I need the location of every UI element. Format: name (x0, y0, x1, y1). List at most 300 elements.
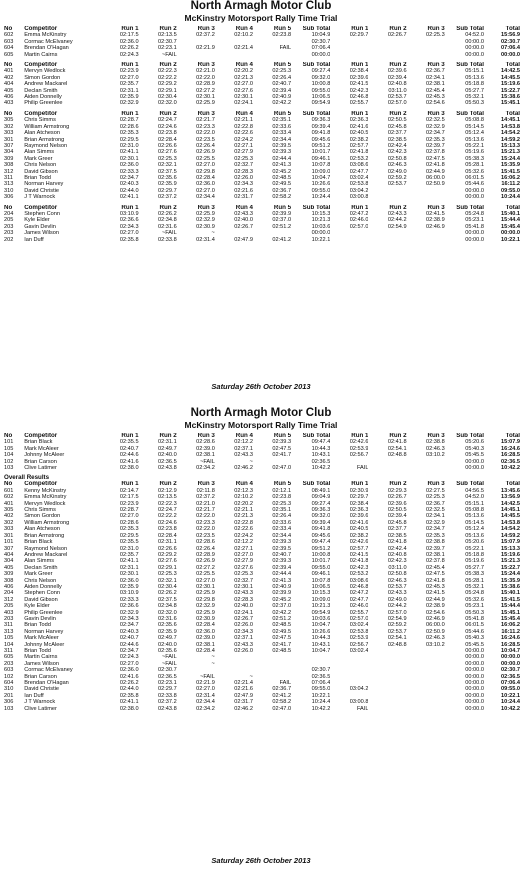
run-time: 02:59.2 (387, 174, 407, 181)
competitor-name: Brian Black (24, 439, 53, 446)
column-header: Run 2 (159, 433, 177, 439)
run-time: 02:53.9 (349, 635, 369, 642)
run-time: 09:47.4 (311, 539, 331, 546)
car-number: 302 (4, 123, 14, 130)
run-time: 02:34.7 (119, 622, 139, 629)
run-time: 02:39.0 (196, 635, 215, 642)
run-time: 02:37.5 (158, 168, 177, 175)
total-time: 14:42.5 (501, 500, 520, 507)
run-time: 02:55.7 (349, 609, 369, 616)
run-time: 02:34.8 (158, 217, 177, 224)
run-time: 02:13.5 (158, 494, 177, 501)
run-time: 09:54.9 (311, 100, 331, 107)
run-time: 02:36.0 (119, 577, 139, 584)
run-time: 02:22.0 (196, 130, 215, 137)
total-time: 16:11.2 (501, 628, 520, 635)
column-header: Run 3 (427, 433, 445, 439)
run-time: 02:30.1 (234, 583, 253, 590)
car-number: 102 (4, 673, 14, 680)
run-time: 02:39.6 (349, 513, 369, 520)
run-time: 10:24.4 (311, 699, 331, 706)
total-time: 02:30.7 (501, 38, 520, 45)
run-time: 02:42.6 (349, 439, 369, 446)
run-time: 05:08.8 (465, 507, 484, 514)
run-time: 02:35.1 (272, 507, 292, 514)
run-time: 10:43.1 (311, 641, 331, 648)
run-time: 02:54.1 (387, 635, 407, 642)
column-header: Run 1 (121, 26, 139, 32)
run-time: 02:32.1 (158, 577, 177, 584)
run-time: 02:21.4 (234, 45, 253, 52)
run-time: 02:21.6 (234, 187, 253, 194)
class-results-table (4, 26, 520, 58)
run-time: 10:07.8 (311, 577, 331, 584)
run-time (330, 52, 368, 58)
column-header: Competitor (24, 26, 58, 32)
run-time: 02:21.1 (234, 507, 253, 514)
class-results-table (4, 111, 520, 201)
run-time: 02:41.1 (119, 149, 139, 156)
run-time: 02:28.7 (119, 117, 139, 124)
column-header: Total (505, 204, 520, 211)
run-time: 02:39.3 (272, 539, 292, 546)
car-number: 205 (4, 603, 14, 610)
run-time: 02:46.0 (349, 603, 369, 610)
run-time: 02:38.5 (387, 532, 407, 539)
run-time: 02:24.3 (119, 51, 139, 58)
run-time: 02:10.2 (234, 32, 253, 39)
car-number: 309 (4, 155, 14, 162)
run-time: 02:42.3 (387, 558, 407, 565)
total-time: 14:45.5 (501, 513, 520, 520)
run-time: 02:48.8 (387, 452, 407, 459)
run-time: 02:12.2 (234, 439, 253, 446)
run-time: 02:39.9 (272, 590, 292, 597)
run-time: 02:39.4 (272, 87, 292, 94)
run-time: 02:39.3 (272, 149, 292, 156)
run-time: 02:39.3 (272, 439, 292, 446)
total-time: 15:40.1 (501, 210, 520, 217)
run-time: 02:27.9 (234, 558, 253, 565)
run-time: 02:27.0 (196, 577, 215, 584)
column-header: Run 3 (427, 110, 445, 117)
run-time: 02:29.2 (158, 551, 177, 558)
car-number: 103 (4, 705, 14, 712)
column-header: Run 2 (389, 110, 407, 117)
column-header: Run 2 (389, 62, 407, 69)
run-time: 02:53.7 (387, 628, 407, 635)
run-time: 02:41.6 (119, 673, 139, 680)
run-time: 02:45.8 (387, 123, 407, 130)
run-time: 02:49.5 (272, 628, 292, 635)
column-header: Run 3 (197, 481, 215, 488)
run-time: 02:27.5 (426, 487, 445, 494)
run-time: 03:02.4 (349, 622, 369, 629)
run-time: 03:10.9 (119, 210, 139, 217)
run-time: 09:47.4 (311, 439, 331, 446)
competitor-name: Brian Armstrong (24, 136, 65, 143)
results-page-1 (0, 0, 522, 243)
run-time: 05:41.8 (465, 615, 484, 622)
run-time: 02:27.1 (234, 545, 253, 552)
run-time: 02:38.2 (349, 136, 369, 143)
run-time: 05:15.1 (465, 500, 484, 507)
run-time: 02:26.2 (158, 210, 177, 217)
table-row (4, 237, 520, 243)
run-time: 02:21.3 (234, 74, 253, 81)
competitor-name: Mark Greer (24, 571, 53, 578)
total-time: 15:07.9 (501, 439, 520, 446)
run-time: 02:12.2 (234, 539, 253, 546)
run-time: 00:00.0 (465, 699, 484, 706)
run-time: 02:39.6 (387, 68, 407, 75)
column-header: Total (505, 481, 520, 488)
run-time: 02:31.1 (119, 87, 139, 94)
run-time: 02:24.2 (234, 532, 253, 539)
run-time: 02:57.0 (349, 223, 369, 230)
total-time: 00:00.0 (501, 230, 520, 237)
competitor-name: David Gibson (24, 596, 58, 603)
run-time: 02:26.2 (158, 590, 177, 597)
run-time: 02:30.1 (119, 155, 139, 162)
run-time: 02:35.7 (119, 81, 139, 88)
run-time: 02:35.6 (158, 648, 177, 654)
competitor-name: Emma McKinstry (24, 494, 67, 501)
run-time: 02:25.3 (426, 32, 445, 39)
run-time: 02:47.7 (349, 168, 369, 175)
competitor-name: James Wilson (24, 660, 60, 667)
run-time: 02:48.5 (272, 622, 292, 629)
run-time: 02:22.8 (234, 123, 253, 130)
run-time: 02:38.2 (349, 532, 369, 539)
run-time: 02:32.9 (426, 123, 445, 130)
run-time: 02:57.7 (349, 545, 369, 552)
total-time: 13:56.9 (501, 494, 520, 501)
run-time: 10:42.2 (311, 705, 331, 712)
competitor-name: Stephen Conn (24, 590, 60, 597)
run-time: 02:46.8 (349, 583, 369, 590)
run-time: 02:34.8 (158, 603, 177, 610)
total-time: 14:42.5 (501, 68, 520, 75)
run-time: 10:04.9 (311, 32, 331, 39)
run-time: 09:46.1 (311, 155, 331, 162)
run-time: 02:30.1 (119, 571, 139, 578)
run-time: 09:04.9 (311, 494, 331, 501)
run-time: 04:52.0 (465, 32, 484, 39)
run-time: 05:22.1 (465, 142, 484, 149)
run-time: 02:41.6 (119, 458, 139, 465)
run-time: 02:38.9 (426, 603, 445, 610)
run-time: 00:00.0 (465, 236, 484, 243)
run-time: 02:37.7 (387, 130, 407, 137)
run-time: 05:20.6 (465, 539, 484, 546)
run-time: 02:33.3 (119, 168, 139, 175)
run-time: 10:22.1 (311, 236, 331, 243)
run-time: 05:18.8 (465, 81, 484, 88)
competitor-name: Chris Simms (24, 507, 56, 514)
column-header: Run 4 (235, 26, 253, 32)
competitor-name: Kyle Elder (24, 603, 50, 610)
run-time: 02:41.8 (426, 577, 445, 584)
competitor-name: Andrew Mackarel (24, 551, 68, 558)
total-time: 14:59.2 (501, 532, 520, 539)
run-time: 02:33.4 (272, 130, 292, 137)
run-time: 06:01.5 (465, 174, 484, 181)
run-time: 02:25.9 (196, 609, 215, 616)
competitor-name: Andrew Mackarel (24, 81, 68, 88)
run-time: 02:21.4 (234, 680, 253, 687)
run-time: 02:21.0 (196, 500, 215, 507)
run-time: 03:00.8 (349, 194, 369, 201)
run-time: 02:27.9 (234, 149, 253, 156)
run-time: 02:33.3 (119, 596, 139, 603)
run-time: 02:46.9 (426, 615, 445, 622)
column-header: Run 4 (235, 481, 253, 488)
competitor-name: Gavin Devlin (24, 223, 56, 230)
run-time: 02:22.0 (196, 513, 215, 520)
run-time: 02:26.9 (196, 149, 215, 156)
competitor-name: Simon Gordon (24, 74, 61, 81)
car-number: 605 (4, 51, 14, 58)
run-time: 09:55.0 (311, 686, 331, 693)
run-time: 02:41.3 (272, 577, 292, 584)
column-header: Sub Total (302, 481, 331, 488)
competitor-name: J T Warnock (24, 699, 56, 706)
run-time: 10:44.3 (311, 445, 331, 452)
total-time: 00:00.0 (501, 660, 520, 667)
run-time: 02:53.8 (349, 628, 369, 635)
run-time: 02:27.6 (234, 87, 253, 94)
car-number: 603 (4, 38, 14, 45)
run-time: 02:33.6 (272, 123, 292, 130)
total-time: 10:22.1 (501, 236, 520, 243)
run-time: 02:57.7 (349, 142, 369, 149)
table-row (4, 706, 520, 712)
run-time: 02:50.9 (426, 628, 445, 635)
run-time (407, 465, 445, 471)
column-header: Total (505, 433, 520, 439)
run-time: 05:12.4 (465, 526, 484, 533)
total-time: 15:13.3 (501, 142, 520, 149)
car-number: 405 (4, 564, 14, 571)
run-time: 02:21.7 (196, 507, 215, 514)
run-time: 05:15.1 (465, 68, 484, 75)
column-header: Competitor (24, 204, 58, 211)
run-time: 02:35.3 (426, 136, 445, 143)
run-time: 02:54.9 (387, 615, 407, 622)
total-time: 15:35.9 (501, 162, 520, 169)
run-time: 00:00.0 (465, 648, 484, 654)
total-time: 14:53.8 (501, 519, 520, 526)
run-time: 02:23.5 (196, 136, 215, 143)
run-time: 02:30.1 (196, 583, 215, 590)
column-header: Total (505, 110, 520, 117)
run-time: 05:32.1 (465, 94, 484, 101)
run-time: 02:36.6 (119, 603, 139, 610)
column-header: No (4, 110, 13, 117)
run-time: 10:00.8 (311, 551, 331, 558)
car-number: 308 (4, 162, 14, 169)
column-header: Run 2 (389, 204, 407, 211)
car-number: 309 (4, 571, 14, 578)
run-time: 02:31.1 (158, 539, 177, 546)
total-time: 10:42.2 (501, 705, 520, 712)
run-time: 10:00.8 (311, 81, 331, 88)
run-time: 02:22.2 (158, 513, 177, 520)
run-time: 00:00.0 (465, 45, 484, 52)
run-time: 02:40.7 (119, 445, 139, 452)
car-number: 201 (4, 692, 14, 699)
competitor-name: Raymond Nelson (24, 142, 68, 149)
run-time: 02:23.5 (196, 532, 215, 539)
run-time: 02:46.3 (387, 162, 407, 169)
column-header: Total (505, 26, 520, 32)
car-number: 203 (4, 230, 14, 237)
car-number: 304 (4, 149, 14, 156)
column-header: Sub Total (302, 110, 331, 117)
run-time: 02:27.0 (234, 81, 253, 88)
run-time: 02:35.9 (119, 583, 139, 590)
car-number: 307 (4, 142, 14, 149)
run-time: 02:30.7 (311, 667, 331, 674)
run-time: 02:49.0 (387, 168, 407, 175)
run-time: 02:37.5 (158, 596, 177, 603)
column-header: Run 4 (235, 433, 253, 439)
column-header: Run 2 (159, 204, 177, 211)
run-time: 02:27.0 (119, 74, 139, 81)
run-time: 04:52.0 (465, 494, 484, 501)
run-time: 02:41.7 (272, 452, 292, 459)
total-time: 15:13.3 (501, 545, 520, 552)
run-time: 05:23.1 (465, 603, 484, 610)
run-time: 05:27.7 (465, 564, 484, 571)
run-time: 02:26.7 (234, 615, 253, 622)
column-header: Sub Total (302, 26, 331, 32)
run-time: 02:45.3 (426, 94, 445, 101)
run-time: 02:32.7 (234, 162, 253, 169)
run-time: 02:32.5 (426, 117, 445, 124)
column-header: Run 2 (159, 26, 177, 32)
run-time: 02:27.6 (158, 558, 177, 565)
run-time: 02:29.8 (196, 168, 215, 175)
run-time: 02:41.1 (119, 194, 139, 201)
run-time: 02:28.6 (196, 439, 215, 446)
run-time: 02:45.2 (272, 168, 292, 175)
car-number: 312 (4, 596, 14, 603)
run-time: 02:44.6 (119, 641, 139, 648)
column-header: Run 4 (235, 110, 253, 117)
run-time: 02:37.0 (272, 603, 292, 610)
column-header: Run 3 (197, 433, 215, 439)
column-header: Run 5 (273, 62, 292, 69)
run-time: 05:13.6 (465, 74, 484, 81)
competitor-name: Cormac McElvaney (24, 38, 73, 45)
column-header: Competitor (24, 433, 58, 439)
total-time: 07:06.4 (501, 45, 520, 52)
run-time: 02:37.1 (234, 635, 253, 642)
car-number: 306 (4, 194, 14, 201)
run-time: 09:36.3 (311, 117, 331, 124)
event-date: Saturday 26th October 2013 (211, 382, 311, 391)
run-time: 02:48.8 (387, 641, 407, 648)
run-time: 02:26.0 (234, 648, 253, 654)
run-time: 02:21.3 (234, 513, 253, 520)
car-number: 602 (4, 32, 14, 39)
column-header: Run 1 (121, 62, 139, 69)
run-time: 02:40.5 (349, 130, 369, 137)
column-header: Run 1 (121, 204, 139, 211)
run-time: 03:02.4 (349, 648, 369, 654)
run-time: 02:53.2 (349, 571, 369, 578)
run-time: 02:57.0 (387, 100, 407, 107)
run-time: 02:35.9 (158, 628, 177, 635)
run-time: 10:26.6 (311, 628, 331, 635)
run-time: 02:29.2 (158, 81, 177, 88)
run-time: 02:30.4 (158, 583, 177, 590)
run-time: 02:55.7 (349, 100, 369, 107)
run-time: 05:45.5 (465, 641, 484, 648)
column-header: Run 2 (389, 481, 407, 488)
run-time: 02:33.8 (158, 692, 177, 699)
run-time: 09:39.4 (311, 519, 331, 526)
car-number: 303 (4, 130, 14, 137)
run-time: 02:30.4 (158, 94, 177, 101)
competitor-name: Martin Cairns (24, 51, 58, 58)
column-header: Run 1 (351, 433, 369, 439)
column-header: Run 1 (351, 62, 369, 69)
run-time: 02:26.7 (387, 494, 407, 501)
run-time: 02:27.1 (234, 142, 253, 149)
run-time: 10:03.6 (311, 615, 331, 622)
car-number: 405 (4, 87, 14, 94)
car-number: 105 (4, 635, 14, 642)
column-header: Sub Total (456, 433, 484, 439)
run-time: 05:19.6 (465, 558, 484, 565)
run-time: 02:30.1 (196, 94, 215, 101)
results-tables (0, 26, 522, 243)
total-time: 09:55.0 (501, 187, 520, 194)
run-time: 02:29.7 (349, 32, 369, 39)
run-time: 09:46.1 (311, 571, 331, 578)
competitor-name: Emma McKinstry (24, 32, 67, 39)
car-number: 104 (4, 452, 14, 459)
run-time: 02:36.5 (311, 458, 331, 465)
run-time: 02:39.7 (426, 545, 445, 552)
run-time: 05:44.6 (465, 628, 484, 635)
run-time (407, 194, 445, 200)
run-time: 02:31.0 (119, 142, 139, 149)
run-time: 02:26.2 (119, 680, 139, 687)
run-time: 00:00.0 (465, 465, 484, 472)
column-header: Run 1 (121, 481, 139, 488)
car-number: 602 (4, 494, 14, 501)
run-time: 10:04.7 (311, 174, 331, 181)
run-time (368, 194, 406, 200)
run-time: 02:48.5 (272, 174, 292, 181)
run-time: 02:54.6 (426, 100, 445, 107)
competitor-name: Mark McAleer (24, 635, 59, 642)
run-time: 02:42.6 (349, 539, 369, 546)
competitor-name: Declan Smith (24, 87, 58, 94)
run-time: 02:37.2 (196, 494, 215, 501)
run-time: 02:34.3 (119, 223, 139, 230)
run-time: 02:25.3 (234, 155, 253, 162)
car-number: 310 (4, 187, 14, 194)
run-time: 02:22.3 (158, 68, 177, 75)
competitor-name: David Christie (24, 187, 60, 194)
total-time: 15:24.4 (501, 155, 520, 162)
run-time: 02:51.2 (272, 223, 292, 230)
